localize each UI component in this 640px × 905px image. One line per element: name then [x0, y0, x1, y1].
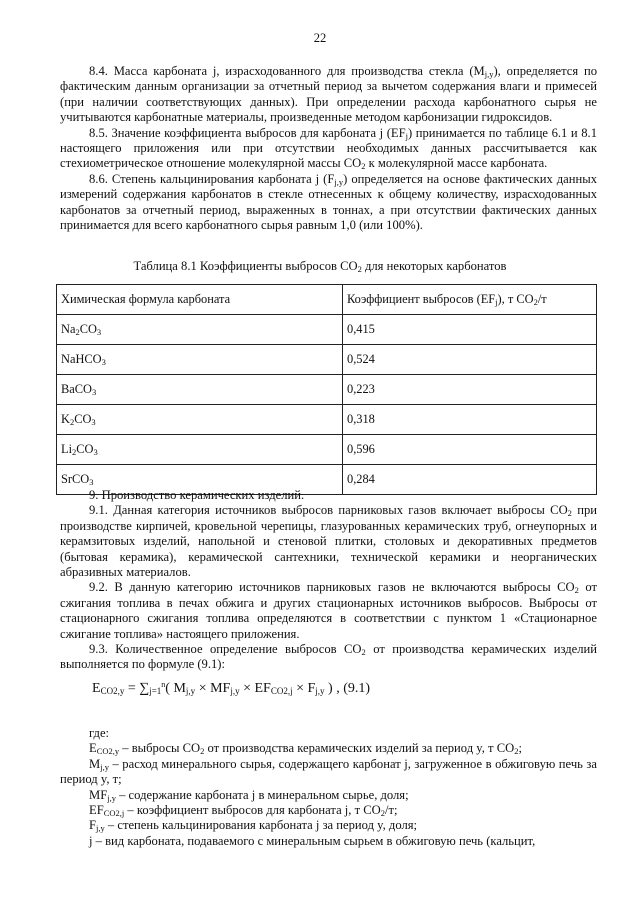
emission-factor-cell [343, 435, 597, 465]
subscript: j=1 [149, 686, 162, 696]
subscript: j,y [315, 686, 325, 696]
subscript: 2 [357, 264, 362, 274]
text-run: ) принимается по таблице 6.1 и 8.1 настоящего приложения или при отсутствии необходимых данных рассчитывается как стехиометрическое отношение молекулярной массы CO [60, 125, 597, 171]
text-run: – степень кальцинирования карбоната j за период y, доля; [104, 818, 418, 833]
subscript: j [405, 130, 408, 141]
section-9-paragraphs [60, 488, 597, 673]
text-run: где: [89, 726, 110, 740]
table-row [57, 315, 597, 345]
text-run: от производства керамических изделий выполняется по формуле (9.1): [60, 642, 597, 672]
subscript: CO2,y [100, 686, 125, 696]
text-run: – коэффициент выбросов для карбоната j, т CO [124, 803, 381, 818]
text-run: Na [61, 322, 76, 336]
text-run: 9.1. Данная категория источников выбросов парниковых газов включает выбросы CO [89, 503, 568, 518]
emission-factors-table [56, 284, 597, 495]
emission-factor-cell [343, 375, 597, 405]
text-run: 0,596 [347, 442, 375, 456]
subscript: 2 [75, 327, 80, 337]
text-run: 9.2. В данную категорию источников парниковых газов не включаются выбросы CO [89, 580, 575, 595]
text-run: NaHCO [61, 352, 102, 366]
subscript: j,y [107, 792, 116, 803]
subscript: j,y [96, 823, 105, 834]
text-run: 8.6. Степень кальцинирования карбоната j (F [89, 171, 335, 186]
formula-definitions [60, 726, 597, 849]
text-run: E [92, 681, 101, 696]
text-run: ), определяется по фактическим данным организации за отчетный период за вычетом содержания влаги и примесей (при наличии соответствующих данных). При определении расхода карбонатного сырья не учитываются карбонатные материалы, произведенные методом карбонизации гидроксидов. [60, 64, 597, 125]
subscript: j,y [185, 686, 196, 696]
carbonate-formula-cell [57, 315, 343, 345]
carbonate-formula-cell [57, 375, 343, 405]
section-8-paragraphs [60, 64, 597, 233]
paragraph [60, 488, 597, 503]
paragraph [60, 172, 597, 234]
text-run: – содержание карбоната j в минеральном сырье, доля; [115, 787, 409, 802]
text-run: F [89, 818, 97, 833]
text-run: для некоторых карбонатов [361, 259, 507, 273]
text-run: ; [518, 741, 522, 756]
text-run: ), т CO [497, 292, 534, 306]
carbonate-formula-cell [57, 435, 343, 465]
text-run: BaCO [61, 382, 92, 396]
text-run: 0,284 [347, 472, 375, 486]
subscript: CO2,j [270, 686, 293, 696]
text-run: 8.4. Масса карбоната j, израсходованного для производства стекла (M [89, 64, 485, 78]
subscript: 3 [91, 387, 97, 397]
text-run: /т; [385, 803, 398, 818]
table-row [57, 435, 597, 465]
table-caption [0, 259, 640, 274]
subscript: 2 [574, 585, 579, 596]
text-run: × EF [239, 681, 271, 696]
subscript: CO2,y [96, 746, 120, 757]
text-run: Химическая формула карбоната [61, 292, 231, 306]
text-run: 9.3. Количественное определение выбросов CO [89, 642, 362, 657]
text-run: × F [292, 681, 316, 696]
text-run: Таблица 8.1 Коэффициенты выбросов CO [133, 259, 358, 273]
text-run: от производства керамических изделий за период y, т CO [204, 741, 515, 756]
paragraph [60, 726, 597, 741]
paragraph [60, 64, 597, 126]
subscript: 2 [361, 161, 366, 172]
column-header [57, 285, 343, 315]
subscript: 3 [101, 357, 106, 367]
text-run: 0,415 [347, 322, 375, 336]
subscript: j [495, 297, 498, 307]
table-row [57, 345, 597, 375]
subscript: 3 [93, 447, 98, 457]
text-run: CO [79, 322, 97, 336]
text-run: ( M [165, 681, 186, 696]
subscript: j,y [484, 69, 494, 79]
text-run: /т [537, 292, 547, 306]
text-run: ) , (9.1) [324, 681, 371, 696]
text-run: – расход минерального сырья, содержащего карбонат j, загруженное в обжиговую печь за период y, т; [60, 756, 597, 787]
text-run: 0,524 [347, 352, 375, 366]
paragraph [60, 834, 597, 849]
emission-factor-cell [343, 345, 597, 375]
subscript: 3 [91, 417, 96, 427]
text-run: MF [89, 787, 108, 802]
table-header-row [57, 285, 597, 315]
text-run: j – вид карбоната, подаваемого с минеральным сырьем в обжиговую печь (кальцит, [89, 833, 536, 848]
paragraph [60, 741, 597, 756]
text-run: 8.5. Значение коэффициента выбросов для карбоната j (EF [89, 125, 406, 140]
subscript: j,y [230, 686, 240, 696]
paragraph [60, 580, 597, 642]
superscript: n [161, 680, 166, 689]
text-run: ) определяется на основе фактических данных измерений содержания карбонатов в стекле отнесенных к общему количеству, израсходованных карбонатов за отчетный период, выраженных в тоннах, а при отсутствии фактических данных принимается для всего карбонатного сырья равным 1,0 (или 100%). [60, 171, 597, 233]
text-run: Li [61, 442, 73, 456]
formula-9-1 [92, 681, 370, 697]
text-run: от сжигания топлива в печах обжига и других стационарных источников выбросов. Выбросы от стационарного сжигания топлива определяются в соответствии с пунктом 1 «Стационарное сжигание топлива» настоящего приложения. [60, 580, 597, 641]
subscript: 2 [533, 297, 538, 307]
text-run: = ∑ [124, 681, 150, 696]
emission-factor-cell [343, 315, 597, 345]
text-run: 0,318 [347, 412, 375, 426]
subscript: 2 [361, 647, 366, 658]
emission-factor-cell [343, 405, 597, 435]
text-run: SrCO [61, 472, 90, 486]
paragraph [60, 803, 597, 818]
subscript: 3 [96, 327, 102, 337]
table-row [57, 375, 597, 405]
column-header [343, 285, 597, 315]
subscript: 2 [567, 508, 572, 519]
text-run: × MF [195, 681, 231, 696]
text-run: E [89, 741, 97, 756]
subscript: 2 [514, 746, 519, 757]
text-run: – выбросы CO [119, 741, 201, 756]
page-number: 22 [313, 31, 327, 45]
text-run: к молекулярной массе карбоната. [365, 156, 548, 171]
paragraph [60, 757, 597, 788]
carbonate-formula-cell [57, 345, 343, 375]
subscript: 2 [380, 808, 385, 819]
text-run: CO [76, 442, 94, 456]
text-run: EF [89, 803, 104, 818]
paragraph [60, 503, 597, 580]
text-run: 9. Производство керамических изделий. [89, 488, 305, 502]
text-run: M [89, 756, 101, 771]
subscript: 3 [89, 477, 94, 487]
text-run: K [61, 412, 70, 426]
carbonate-formula-cell [57, 405, 343, 435]
table-row [57, 405, 597, 435]
subscript: 2 [69, 417, 75, 427]
text-run: Коэффициент выбросов (EF [347, 292, 496, 306]
text-run: 0,223 [347, 382, 375, 396]
subscript: 2 [72, 447, 77, 457]
subscript: CO2,j [103, 808, 125, 819]
text-run: при производстве кирпичей, кровельной черепицы, глазурованных керамических труб, огнеупорных и керамзитовых изделий, напольной и стеновой плитки, столовых и декоративных предметов (бытовая керамика), керамической сантехники, технической керамики и неорганических абразивных материалов. [60, 503, 597, 580]
subscript: 2 [200, 746, 205, 757]
paragraph [60, 126, 597, 172]
paragraph [60, 818, 597, 833]
paragraph [60, 788, 597, 803]
paragraph [60, 642, 597, 673]
subscript: j,y [334, 176, 344, 187]
subscript: j,y [100, 761, 109, 772]
text-run: CO [74, 412, 92, 426]
